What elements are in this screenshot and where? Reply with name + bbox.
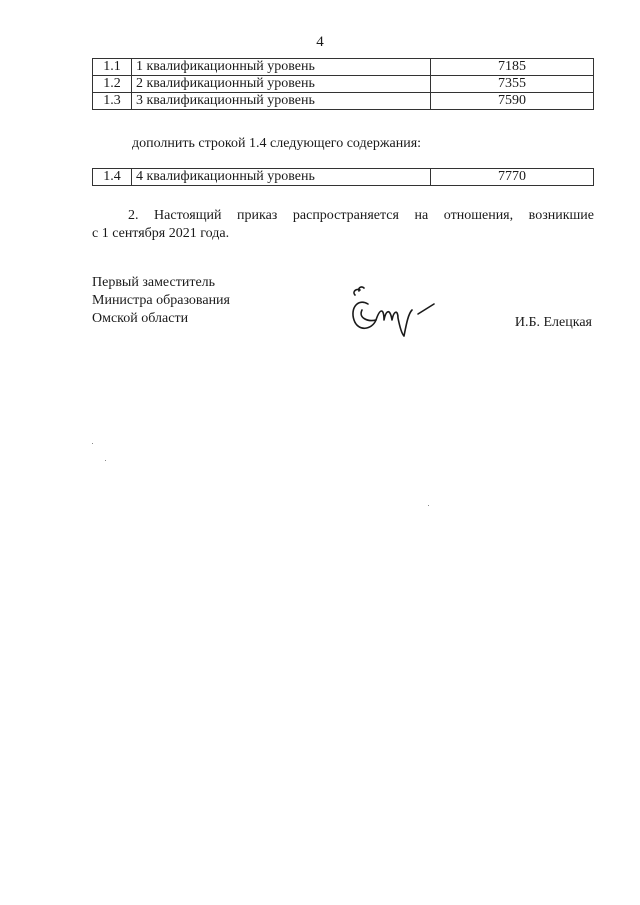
position-line: Министра образования (92, 293, 230, 308)
signatory-position (92, 274, 230, 328)
row-number: 1.3 (93, 93, 132, 110)
row-number: 1.2 (93, 76, 132, 93)
paragraph-line-1 (92, 207, 594, 225)
row-value: 7185 (431, 59, 594, 76)
row-number: 1.1 (93, 59, 132, 76)
position-line: Омской области (92, 311, 189, 326)
row-level: 3 квалификационный уровень (132, 93, 431, 110)
row-level: 1 квалификационный уровень (132, 59, 431, 76)
qualification-table (92, 58, 594, 110)
supplement-text: дополнить строкой 1.4 следующего содержания: (132, 136, 422, 151)
paragraph-text-1: 2. Настоящий приказ распространяется на отношения, возникшие (128, 208, 594, 223)
position-line: Первый заместитель (92, 275, 216, 290)
row-value: 7355 (431, 76, 594, 93)
row-value: 7770 (431, 169, 594, 186)
signatory-name: И.Б. Елецкая (514, 315, 592, 330)
scan-speck (428, 505, 429, 506)
scan-speck (92, 443, 93, 444)
page-number: 4 (316, 34, 324, 50)
additional-row-table (92, 168, 594, 186)
table-row (93, 76, 594, 93)
paragraph-line-2: с 1 сентября 2021 года. (92, 226, 230, 241)
row-level: 2 квалификационный уровень (132, 76, 431, 93)
row-level: 4 квалификационный уровень (132, 169, 431, 186)
row-value: 7590 (431, 93, 594, 110)
row-number: 1.4 (93, 169, 132, 186)
handwritten-signature (346, 284, 446, 342)
scan-speck (105, 460, 106, 461)
table-row (93, 169, 594, 186)
table-row (93, 59, 594, 76)
table-row (93, 93, 594, 110)
